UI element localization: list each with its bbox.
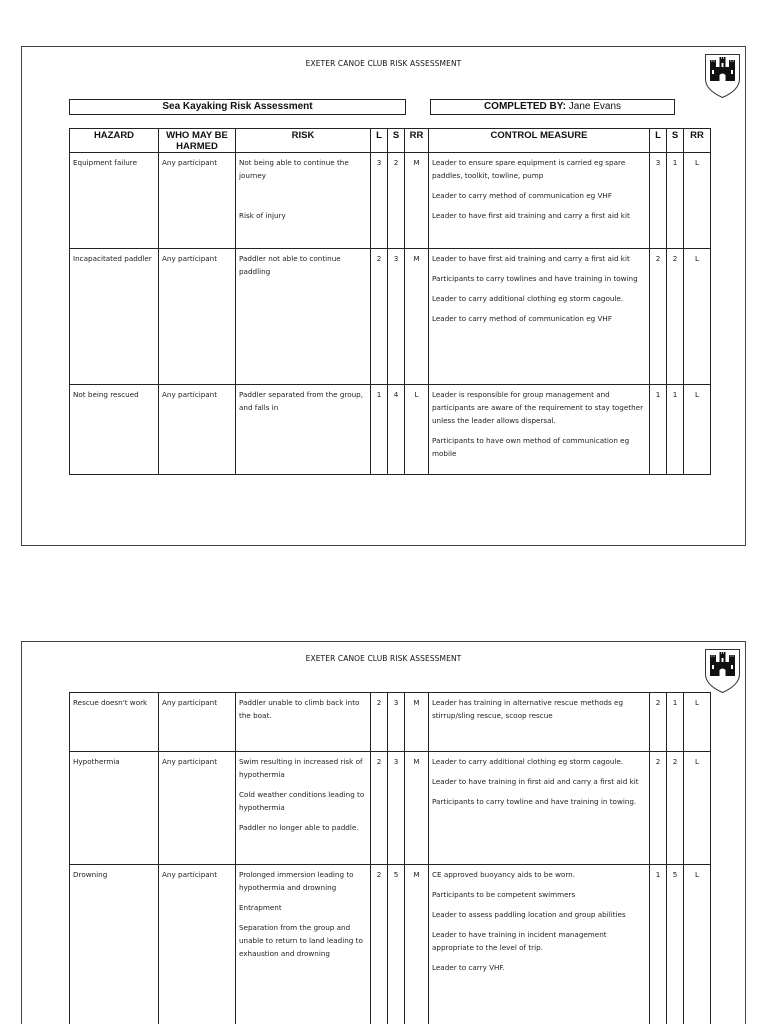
club-crest-icon [704,53,741,99]
residual-likelihood-cell: 1 [650,865,667,1024]
club-heading: EXETER CANOE CLUB RISK ASSESSMENT [305,654,462,663]
risk-assessment-table [69,128,711,475]
header-who-may-be-harmed: WHO MAY BE HARMED [159,129,236,153]
hazard-cell: Rescue doesn't work [70,693,159,752]
risk-text: Prolonged immersion leading to hypothermia and drowning [239,870,354,892]
residual-severity-cell: 1 [667,693,684,752]
residual-severity-cell: 5 [667,865,684,1024]
document-page-2 [21,641,746,1024]
who-cell: Any participant [159,865,236,1024]
completed-by-name: Jane Evans [566,101,622,112]
table-row [70,865,711,1024]
risk-cell [236,153,371,249]
control-measure-text: Leader has training in alternative rescue methods eg stirrup/sling rescue, scoop rescue [432,698,624,720]
risk-rating-cell: M [405,693,429,752]
hazard-cell: Incapacitated paddler [70,249,159,385]
control-measure-cell [429,865,650,1024]
residual-risk-rating-cell: L [684,752,711,865]
who-cell: Any participant [159,249,236,385]
residual-severity-cell: 2 [667,249,684,385]
header-residual-severity: S [667,129,684,153]
likelihood-cell: 2 [371,865,388,1024]
likelihood-cell: 2 [371,249,388,385]
who-cell: Any participant [159,153,236,249]
control-measure-text: Leader to have training in incident management appropriate to the level of trip. [432,930,607,952]
header-hazard: HAZARD [70,129,159,153]
risk-text: Paddler unable to climb back into the boat. [239,698,360,720]
completed-by-label: COMPLETED BY: [483,101,566,112]
table-row [70,385,711,475]
residual-likelihood-cell: 1 [650,385,667,475]
control-measure-text: Leader is responsible for group management and participants are aware of the requirement to stay together unless the leader allows dispersal. [432,390,644,425]
risk-text: Risk of injury [239,211,286,220]
control-measure-text: Leader to ensure spare equipment is carried eg spare paddles, toolkit, towline, pump [432,158,626,180]
control-measure-text: Participants to be competent swimmers [432,890,576,899]
likelihood-cell: 1 [371,385,388,475]
header-severity: S [388,129,405,153]
who-cell: Any participant [159,693,236,752]
risk-text: Cold weather conditions leading to hypothermia [239,790,365,812]
risk-assessment-table [69,692,711,1024]
residual-severity-cell: 1 [667,153,684,249]
severity-cell: 5 [388,865,405,1024]
control-measure-cell [429,249,650,385]
likelihood-cell: 3 [371,153,388,249]
hazard-cell: Drowning [70,865,159,1024]
header-residual-risk-rating: RR [684,129,711,153]
control-measure-cell [429,693,650,752]
table-row [70,153,711,249]
residual-likelihood-cell: 3 [650,153,667,249]
risk-text: Paddler separated from the group, and falls in [239,390,364,412]
control-measure-text: Participants to carry towlines and have training in towing [432,274,638,283]
control-measure-text: Leader to carry additional clothing eg storm cagoule. [432,294,624,303]
residual-severity-cell: 2 [667,752,684,865]
residual-risk-rating-cell: L [684,693,711,752]
likelihood-cell: 2 [371,752,388,865]
control-measure-text: Participants to carry towline and have training in towing. [432,797,637,806]
club-heading: EXETER CANOE CLUB RISK ASSESSMENT [305,59,462,68]
risk-text-spacer [239,189,367,202]
hazard-cell: Equipment failure [70,153,159,249]
severity-cell: 3 [388,693,405,752]
table-row [70,752,711,865]
residual-likelihood-cell: 2 [650,249,667,385]
risk-cell [236,249,371,385]
risk-rating-cell: M [405,153,429,249]
risk-cell [236,752,371,865]
residual-risk-rating-cell: L [684,385,711,475]
severity-cell: 4 [388,385,405,475]
header-control-measure: CONTROL MEASURE [429,129,650,153]
table-header-row [70,129,711,153]
control-measure-text: Leader to have first aid training and carry a first aid kit [432,211,630,220]
control-measure-text: Leader to carry method of communication eg VHF [432,314,612,323]
control-measure-text: Participants to have own method of communication eg mobile [432,436,630,458]
document-page-1 [21,46,746,546]
severity-cell: 2 [388,153,405,249]
control-measure-cell [429,153,650,249]
residual-severity-cell: 1 [667,385,684,475]
hazard-cell: Hypothermia [70,752,159,865]
table-row [70,249,711,385]
who-cell: Any participant [159,752,236,865]
header-residual-likelihood: L [650,129,667,153]
assessment-title: Sea Kayaking Risk Assessment [69,99,406,115]
risk-rating-cell: M [405,865,429,1024]
table-row [70,693,711,752]
risk-text: Not being able to continue the journey [239,158,349,180]
control-measure-text: Leader to have first aid training and carry a first aid kit [432,254,630,263]
risk-cell [236,385,371,475]
control-measure-cell [429,385,650,475]
residual-risk-rating-cell: L [684,249,711,385]
control-measure-text: Leader to carry method of communication eg VHF [432,191,612,200]
control-measure-text: Leader to carry VHF. [432,963,505,972]
residual-risk-rating-cell: L [684,865,711,1024]
control-measure-text: CE approved buoyancy aids to be worn. [432,870,576,879]
club-crest-icon [704,648,741,694]
residual-likelihood-cell: 2 [650,693,667,752]
risk-text: Paddler not able to continue paddling [239,254,341,276]
who-cell: Any participant [159,385,236,475]
risk-text: Swim resulting in increased risk of hypothermia [239,757,363,779]
residual-likelihood-cell: 2 [650,752,667,865]
risk-text: Separation from the group and unable to return to land leading to exhaustion and drowning [239,923,363,958]
likelihood-cell: 2 [371,693,388,752]
header-risk: RISK [236,129,371,153]
hazard-cell: Not being rescued [70,385,159,475]
severity-cell: 3 [388,752,405,865]
control-measure-cell [429,752,650,865]
severity-cell: 3 [388,249,405,385]
control-measure-text: Leader to have training in first aid and carry a first aid kit [432,777,639,786]
risk-rating-cell: M [405,752,429,865]
control-measure-text: Leader to assess paddling location and group abilities [432,910,626,919]
control-measure-text: Leader to carry additional clothing eg storm cagoule. [432,757,624,766]
risk-rating-cell: M [405,249,429,385]
risk-cell [236,693,371,752]
risk-text: Paddler no longer able to paddle. [239,823,359,832]
residual-risk-rating-cell: L [684,153,711,249]
completed-by-box [430,99,675,115]
risk-cell [236,865,371,1024]
header-risk-rating: RR [405,129,429,153]
risk-rating-cell: L [405,385,429,475]
header-likelihood: L [371,129,388,153]
risk-text: Entrapment [239,903,282,912]
